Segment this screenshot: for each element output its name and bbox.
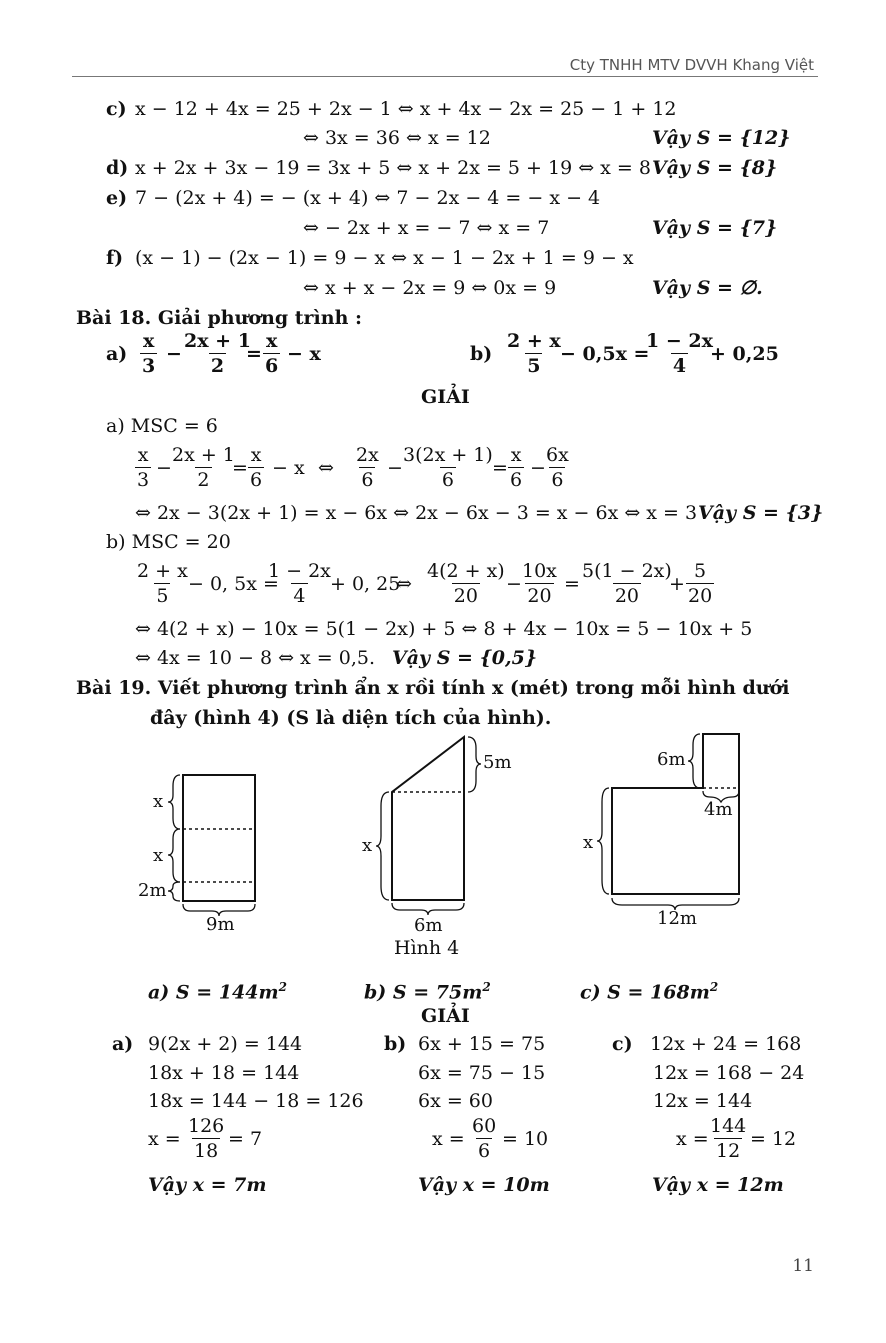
b17-c-answer: Vậy S = {12} (652, 127, 791, 149)
b19-sol-c-l3: 12x = 144 (653, 1090, 753, 1112)
b19-title-line1: Bài 19. Viết phương trình ẩn x rồi tính x (mét) trong mỗi hình dưới (76, 677, 790, 699)
fraction: $\frac{x}{6}$ (265, 330, 279, 377)
b17-e-answer: Vậy S = {7} (652, 217, 778, 239)
b18-sol-a-line3: ⇔ 2x − 3(2x + 1) = x − 6x ⇔ 2x − 6x − 3 = x − 6x ⇔ x = 3 (135, 502, 698, 524)
fraction: $\frac{2x + 1}{2}$ (184, 330, 251, 377)
fraction: $\frac{x}{3}$ (137, 444, 150, 491)
q-a-tail: − x (287, 343, 321, 365)
fraction: $\frac{2 + x}{5}$ (507, 330, 561, 377)
publisher-header: Cty TNHH MTV DVVH Khang Việt (569, 56, 814, 74)
equals-op: = (564, 573, 580, 595)
b18-title: Bài 18. Giải phương trình : (76, 307, 363, 329)
area-b: b) $S = 75m^2$ (364, 980, 491, 1004)
b17-e-line1: 7 − (2x + 4) = − (x + 4) ⇔ 7 − 2x − 4 = − x − 4 (135, 187, 601, 209)
fraction: $\frac{4(2 + x)}{20}$ (427, 560, 505, 607)
b19-sol-b-l1: 6x + 15 = 75 (418, 1033, 546, 1055)
fraction: $\frac{x}{6}$ (250, 444, 263, 491)
b19-sol-c-l1: 12x + 24 = 168 (650, 1033, 802, 1055)
fraction: $\frac{5(1 - 2x)}{20}$ (582, 560, 672, 607)
b19-sol-a-label: a) (112, 1033, 134, 1055)
b18-sol-b-answer: Vậy S = {0,5} (392, 647, 538, 669)
fraction: $\frac{2 + x}{5}$ (137, 560, 188, 607)
fraction: $\frac{2x}{6}$ (356, 444, 379, 491)
figure-a (168, 775, 255, 916)
b17-c-line1: x − 12 + 4x = 25 + 2x − 1 ⇔ x + 4x − 2x = 25 − 1 + 12 (135, 98, 677, 120)
b19-sol-c-l2: 12x = 168 − 24 (653, 1062, 805, 1084)
fraction: $\frac{3(2x + 1)}{6}$ (403, 444, 493, 491)
fig-c-12m: 12m (657, 908, 697, 929)
b17-f-line1: (x − 1) − (2x − 1) = 9 − x ⇔ x − 1 − 2x + 1 = 9 − x (135, 247, 634, 269)
b17-e-label: e) (106, 187, 128, 209)
b19-sol-c-xeq: x = (676, 1128, 709, 1150)
equals-op: = (492, 457, 508, 479)
fig-b-x: x (362, 835, 373, 856)
b19-sol-c-label: c) (612, 1033, 633, 1055)
fig-a-x1: x (153, 791, 164, 812)
fraction: $\frac{126}{18}$ (188, 1115, 225, 1162)
b19-sol-b-xeq: x = (432, 1128, 465, 1150)
minus-op: − (506, 573, 522, 595)
q-b-tail: + 0,25 (710, 343, 779, 365)
b19-title-line2: đây (hình 4) (S là diện tích của hình). (150, 707, 552, 729)
fraction: $\frac{1 - 2x}{4}$ (268, 560, 331, 607)
b19-sol-b-res: = 10 (502, 1128, 549, 1150)
b18-sol-b-line4: ⇔ 4x = 10 − 8 ⇔ x = 0,5. (135, 647, 375, 669)
b17-d-line1: x + 2x + 3x − 19 = 3x + 5 ⇔ x + 2x = 5 + 19 ⇔ x = 8 (135, 157, 651, 179)
b18-a-label: a) (106, 343, 128, 365)
fraction: $\frac{10x}{20}$ (522, 560, 557, 607)
b17-e-line2: ⇔ − 2x + x = − 7 ⇔ x = 7 (303, 217, 550, 239)
b19-sol-c-answer: Vậy x = 12m (652, 1174, 784, 1196)
b19-sol-a-l3: 18x = 144 − 18 = 126 (148, 1090, 364, 1112)
b19-sol-a-res: = 7 (228, 1128, 263, 1150)
b19-giai-heading: GIẢI (421, 1005, 470, 1027)
q-a-tail: − x (272, 457, 305, 479)
b18-sol-a-answer: Vậy S = {3} (698, 502, 824, 524)
minus-op: − (530, 457, 546, 479)
fraction: $\frac{1 - 2x}{4}$ (646, 330, 713, 377)
fraction: $\frac{x}{3}$ (142, 330, 156, 377)
fig-b-5m: 5m (483, 752, 512, 773)
q-b-mid: − 0,5x = (560, 343, 650, 365)
b18-sol-b-msc: b) MSC = 20 (106, 531, 231, 553)
b19-sol-a-answer: Vậy x = 7m (148, 1174, 267, 1196)
b17-d-answer: Vậy S = {8} (652, 157, 778, 179)
fig-a-2m: 2m (138, 880, 167, 901)
b19-sol-a-l2: 18x + 18 = 144 (148, 1062, 300, 1084)
equals-op: = (232, 457, 248, 479)
b18-sol-b-line3: ⇔ 4(2 + x) − 10x = 5(1 − 2x) + 5 ⇔ 8 + 4x − 10x = 5 − 10x + 5 (135, 618, 753, 640)
sol-b-tail: + 0, 25 (330, 573, 401, 595)
fig-c-6m: 6m (657, 749, 686, 770)
b18-b-label: b) (470, 343, 493, 365)
b17-f-line2: ⇔ x + x − 2x = 9 ⇔ 0x = 9 (303, 277, 557, 299)
fraction: $\frac{144}{12}$ (710, 1115, 747, 1162)
b19-sol-c-res: = 12 (750, 1128, 797, 1150)
fraction: $\frac{60}{6}$ (472, 1115, 497, 1162)
b17-f-answer: Vậy S = ∅. (652, 277, 763, 299)
fig-b-6m: 6m (414, 915, 443, 936)
fraction: $\frac{x}{6}$ (510, 444, 523, 491)
b17-c-label: c) (106, 98, 127, 120)
b19-sol-a-xeq: x = (148, 1128, 181, 1150)
b17-d-label: d) (106, 157, 129, 179)
figure-b (376, 737, 481, 915)
b19-sol-b-answer: Vậy x = 10m (418, 1174, 550, 1196)
b17-c-line2: ⇔ 3x = 36 ⇔ x = 12 (303, 127, 491, 149)
b19-sol-a-l1: 9(2x + 2) = 144 (148, 1033, 303, 1055)
fig-a-9m: 9m (206, 914, 235, 935)
b17-f-label: f) (106, 247, 124, 269)
fraction: $\frac{6x}{6}$ (546, 444, 569, 491)
page-number: 11 (792, 1256, 814, 1276)
b19-sol-b-l3: 6x = 60 (418, 1090, 493, 1112)
iff-op: ⇔ (318, 457, 334, 479)
fig-c-x: x (583, 832, 594, 853)
b18-sol-a-msc: a) MSC = 6 (106, 415, 218, 437)
minus-op: − (156, 457, 172, 479)
equals-op: = (246, 343, 262, 365)
b18-giai-heading: GIẢI (421, 386, 470, 408)
b19-sol-b-label: b) (384, 1033, 407, 1055)
plus-op: + (669, 573, 685, 595)
iff-op: ⇔ (396, 573, 412, 595)
area-c: c) $S = 168m^2$ (580, 980, 719, 1004)
sol-b-mid: − 0, 5x = (188, 573, 279, 595)
b19-sol-b-l2: 6x = 75 − 15 (418, 1062, 546, 1084)
minus-op: − (166, 343, 182, 365)
area-a: a) $S = 144m^2$ (148, 980, 287, 1004)
minus-op: − (387, 457, 403, 479)
fig-c-4m: 4m (704, 799, 733, 820)
figure-caption: Hình 4 (394, 937, 460, 959)
fraction: $\frac{5}{20}$ (688, 560, 713, 607)
fraction: $\frac{2x + 1}{2}$ (172, 444, 235, 491)
fig-a-x2: x (153, 845, 164, 866)
